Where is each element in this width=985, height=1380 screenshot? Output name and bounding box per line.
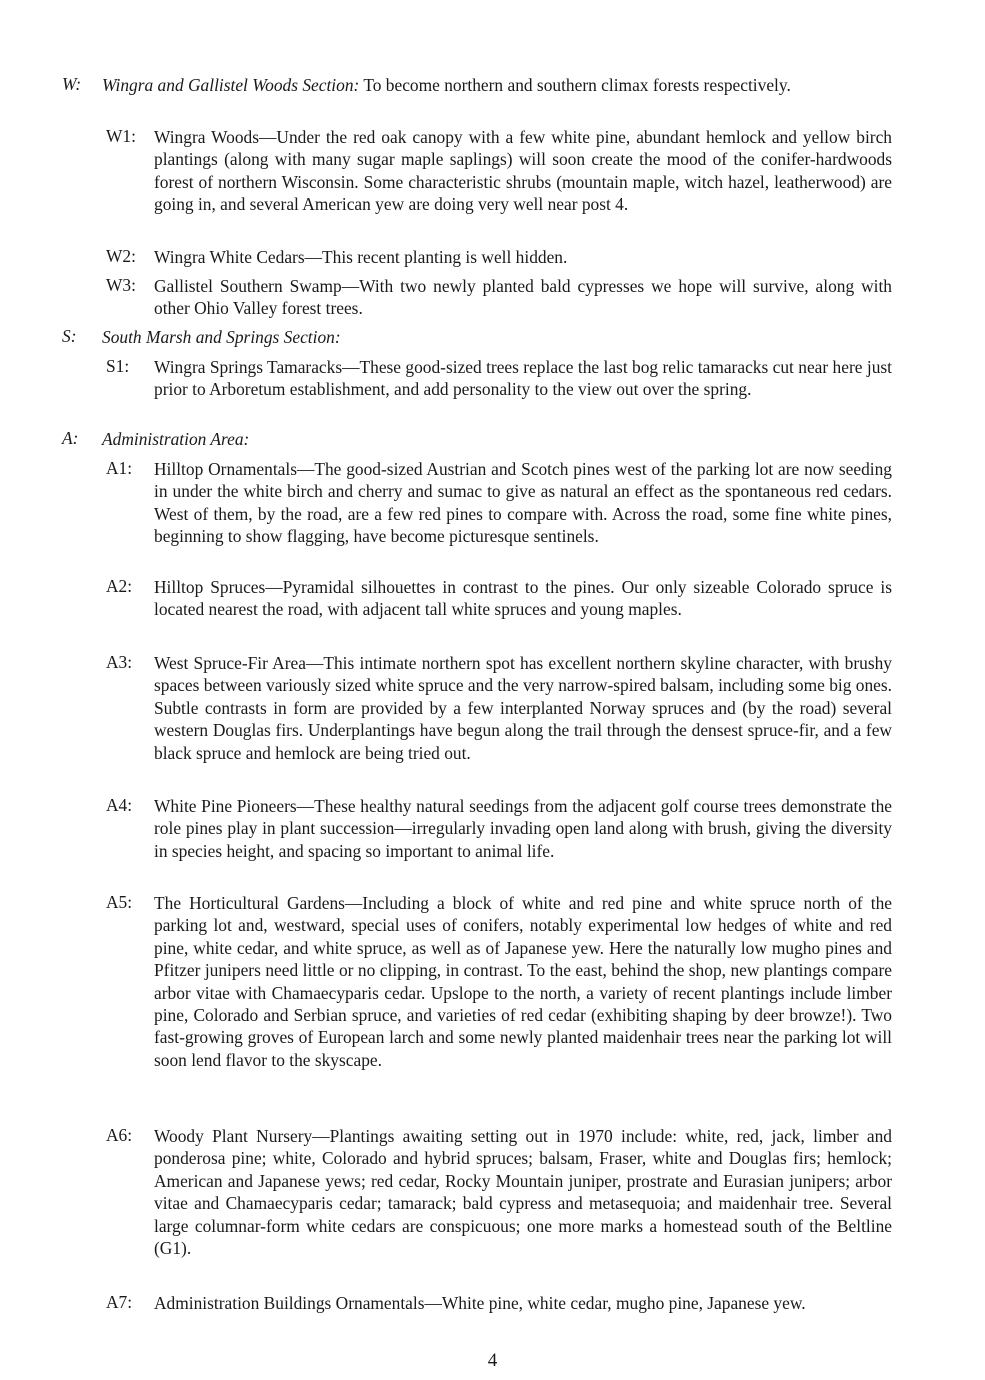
entry-s1 [106, 356, 892, 401]
entry-a5 [106, 892, 892, 1071]
entry-text: The Horticultural Gardens—Including a block of white and red pine and white spruce north of the parking lot and, westward, special uses of conifers, notably experimental low hedges of white and red pine, white cedar, and white spruce, as well as of Japanese yew. Here the naturally low mugho pines and Pfitzer junipers need little or no clipping, in contrast. To the east, behind the shop, new plantings compare arbor vitae with Chamaecyparis cedar. Upslope to the north, a variety of recent plantings include limber pine, Colorado and Serbian spruce, and varieties of red cedar (exhibiting shaping by deer browze!). Two fast-growing groves of European larch and some newly planted maidenhair trees near the parking lot will soon lend flavor to the skyscape. [154, 893, 892, 1070]
entry-text: Gallistel Southern Swamp—With two newly planted bald cypresses we hope will survive, along with other Ohio Valley forest trees. [154, 276, 892, 319]
entry-a2 [106, 576, 892, 621]
entry-text: Wingra Woods—Under the red oak canopy with a few white pine, abundant hemlock and yellow birch plantings (along with many sugar maple saplings) will soon create the mood of the conifer-hardwoods forest of northern Wisconsin. Some characteristic shrubs (mountain maple, witch hazel, leatherwood) are going in, and several American yew are doing very well near post 4. [154, 127, 892, 215]
entry-label: A6: [106, 1125, 133, 1145]
section-heading-text [102, 326, 892, 348]
entry-text: Wingra White Cedars—This recent planting is well hidden. [154, 247, 568, 267]
entry-a4 [106, 795, 892, 862]
entry-w3 [106, 275, 892, 320]
section-intro: To become northern and southern climax forests respectively. [359, 75, 791, 95]
section-label: W: [62, 74, 82, 94]
entry-w2 [106, 246, 892, 268]
section-heading-text [102, 428, 892, 450]
entry-label: A5: [106, 892, 133, 912]
section-a-heading [62, 428, 892, 450]
section-title: South Marsh and Springs Section: [102, 327, 341, 347]
section-title: Administration Area: [102, 429, 250, 449]
entry-text: Woody Plant Nursery—Plantings awaiting setting out in 1970 include: white, red, jack, limber and ponderosa pine; white, Colorado and hybrid spruces; balsam, Fraser, white and Douglas firs; hemlock; American and Japanese yews; red cedar, Rocky Mountain juniper, prostrate and Eurasian junipers; arbor vitae and Chamaecyparis cedar; tamarack; bald cypress and metasequoia; and maidenhair tree. Several large columnar-form white cedars are conspicuous; one more marks a homestead south of the Beltline (G1). [154, 1126, 892, 1259]
entry-a3 [106, 652, 892, 764]
section-label: S: [62, 326, 77, 346]
section-title: Wingra and Gallistel Woods Section: [102, 75, 360, 95]
entry-a7 [106, 1292, 892, 1314]
entry-text: Wingra Springs Tamaracks—These good-sized trees replace the last bog relic tamaracks cut near here just prior to Arboretum establishment, and add personality to the view out over the spring. [154, 357, 892, 400]
entry-a1 [106, 458, 892, 548]
entry-text: Hilltop Ornamentals—The good-sized Austrian and Scotch pines west of the parking lot are now seeding in under the white birch and cherry and sumac to give as natural an effect as the spontaneous red cedars. West of them, by the road, are a few red pines to compare with. Across the road, some fine white pines, beginning to show flagging, have become picturesque sentinels. [154, 459, 892, 547]
section-heading-text [102, 74, 892, 96]
entry-label: A4: [106, 795, 133, 815]
entry-text: White Pine Pioneers—These healthy natural seedings from the adjacent golf course trees demonstrate the role pines play in plant succession—irregularly invading open land along with brush, giving the diversity in species height, and spacing so important to animal life. [154, 796, 892, 861]
entry-label: A7: [106, 1292, 133, 1312]
entry-label: W1: [106, 126, 136, 146]
entry-label: A1: [106, 458, 133, 478]
entry-a6 [106, 1125, 892, 1259]
entry-text: Hilltop Spruces—Pyramidal silhouettes in contrast to the pines. Our only sizeable Colorado spruce is located nearest the road, with adjacent tall white spruces and young maples. [154, 577, 892, 620]
section-label: A: [62, 428, 79, 448]
entry-label: W3: [106, 275, 136, 295]
entry-label: W2: [106, 246, 136, 266]
entry-label: A2: [106, 576, 133, 596]
entry-text: Administration Buildings Ornamentals—White pine, white cedar, mugho pine, Japanese yew. [154, 1293, 806, 1313]
page-number: 4 [487, 1350, 498, 1371]
entry-text: West Spruce-Fir Area—This intimate northern spot has excellent northern skyline character, with brushy spaces between variously sized white spruce and the very narrow-spired balsam, including some big ones. Subtle contrasts in form are provided by a few interplanted Norway spruces and (by the road) several western Douglas firs. Underplantings have begun along the trail through the densest spruce-fir, and a few black spruce and hemlock are being tried out. [154, 653, 892, 763]
entry-w1 [106, 126, 892, 216]
section-s-heading [62, 326, 892, 348]
section-w-heading [62, 74, 892, 96]
entry-label: S1: [106, 356, 130, 376]
entry-label: A3: [106, 652, 133, 672]
